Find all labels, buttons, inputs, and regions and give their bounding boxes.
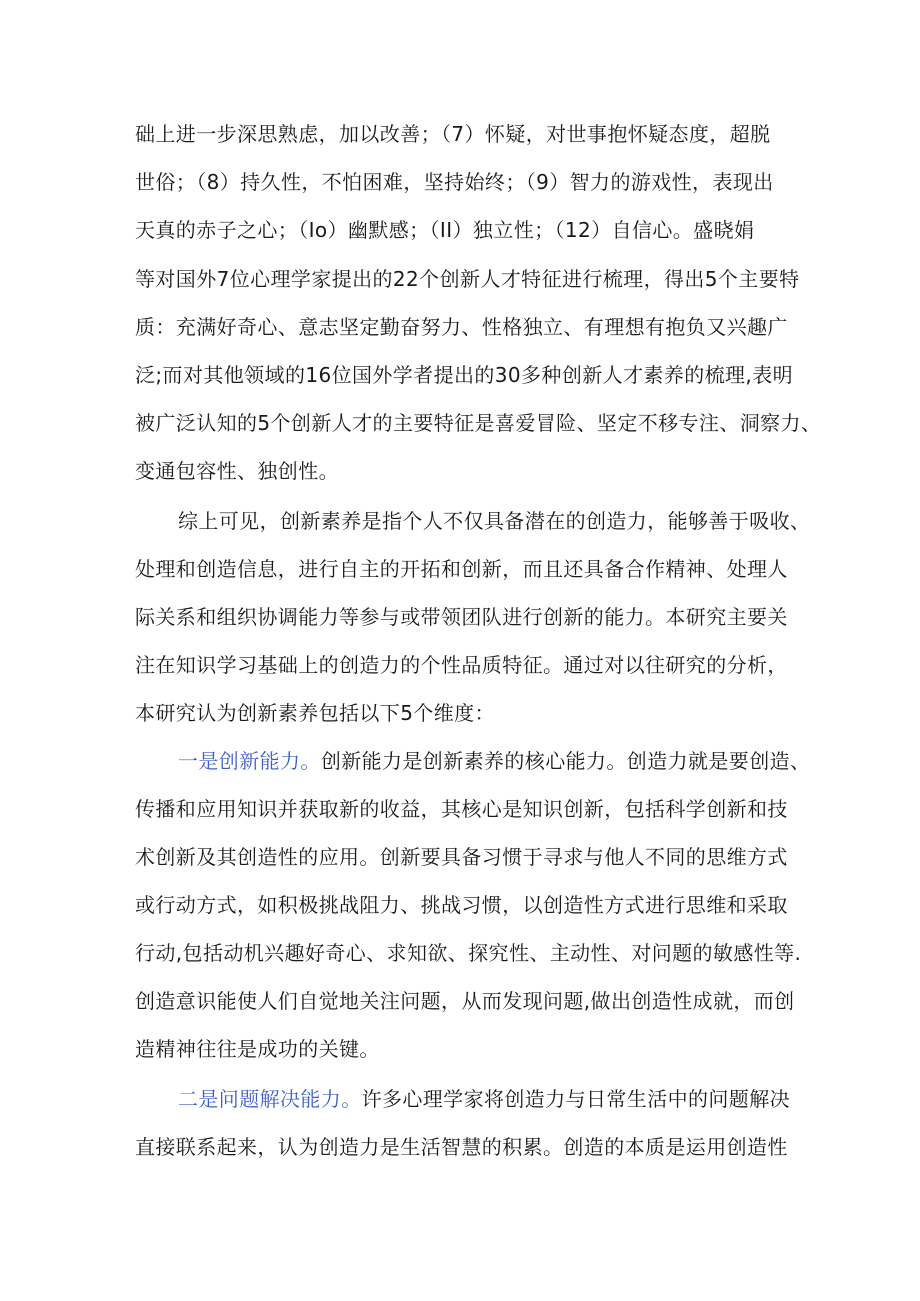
- text-line: 创造意识能使人们自觉地关注问题，从而发现问题,做出创造性成就，而创: [135, 989, 795, 1013]
- text-line: 天真的赤子之心；（Io）幽默感；（II）独立性；（12）自信心。盛晓娟: [135, 218, 755, 242]
- text-line: [178, 748, 810, 774]
- text-line: 际关系和组织协调能力等参与或带领团队进行创新的能力。本研究主要关: [135, 605, 788, 629]
- text-line: 处理和创造信息，进行自主的开拓和创新，而且还具备合作精神、处理人: [135, 557, 788, 581]
- text-line: 础上进一步深思熟虑，加以改善；（7）怀疑，对世事抱怀疑态度，超脱: [135, 122, 771, 146]
- text-span: 许多心理学家将创造力与日常生活中的问题解决: [361, 1087, 791, 1111]
- text-line: 注在知识学习基础上的创造力的个性品质特征。通过对以往研究的分析，: [135, 653, 788, 677]
- text-line: 术创新及其创造性的应用。创新要具备习惯于寻求与他人不同的思维方式: [135, 845, 788, 869]
- text-line: 传播和应用知识并获取新的收益，其核心是知识创新，包括科学创新和技: [135, 797, 788, 821]
- section-heading-problem-solving: 二是问题解决能力。: [178, 1087, 362, 1111]
- text-line: 泛;而对其他领域的16位国外学者提出的30多种创新人才素养的梳理,表明: [135, 363, 793, 387]
- text-line: 被广泛认知的5个创新人才的主要特征是喜爱冒险、坚定不移专注、洞察力、: [135, 411, 822, 435]
- text-line: 等对国外7位心理学家提出的22个创新人才特征进行梳理，得出5个主要特: [135, 267, 800, 291]
- text-line: 造精神往往是成功的关键。: [135, 1037, 380, 1061]
- text-line: 行动,包括动机兴趣好奇心、求知欲、探究性、主动性、对问题的敏感性等.: [135, 941, 802, 965]
- text-line: 世俗；（8）持久性，不怕困难，坚持始终；（9）智力的游戏性，表现出: [135, 170, 774, 194]
- text-line: [178, 1086, 790, 1112]
- section-heading-innovation-ability: 一是创新能力。: [178, 749, 321, 773]
- text-span: 创新能力是创新素养的核心能力。创造力就是要创造、: [320, 749, 811, 773]
- text-line: 变通包容性、独创性。: [135, 459, 339, 483]
- text-line: 或行动方式，如积极挑战阻力、挑战习惯，以创造性方式进行思维和采取: [135, 893, 788, 917]
- text-line: 本研究认为创新素养包括以下5个维度：: [135, 701, 495, 725]
- text-line: 直接联系起来，认为创造力是生活智慧的积累。创造的本质是运用创造性: [135, 1135, 788, 1159]
- text-line: 综上可见，创新素养是指个人不仅具备潜在的创造力，能够善于吸收、: [178, 509, 811, 533]
- text-line: 质：充满好奇心、意志坚定勤奋努力、性格独立、有理想有抱负又兴趣广: [135, 315, 788, 339]
